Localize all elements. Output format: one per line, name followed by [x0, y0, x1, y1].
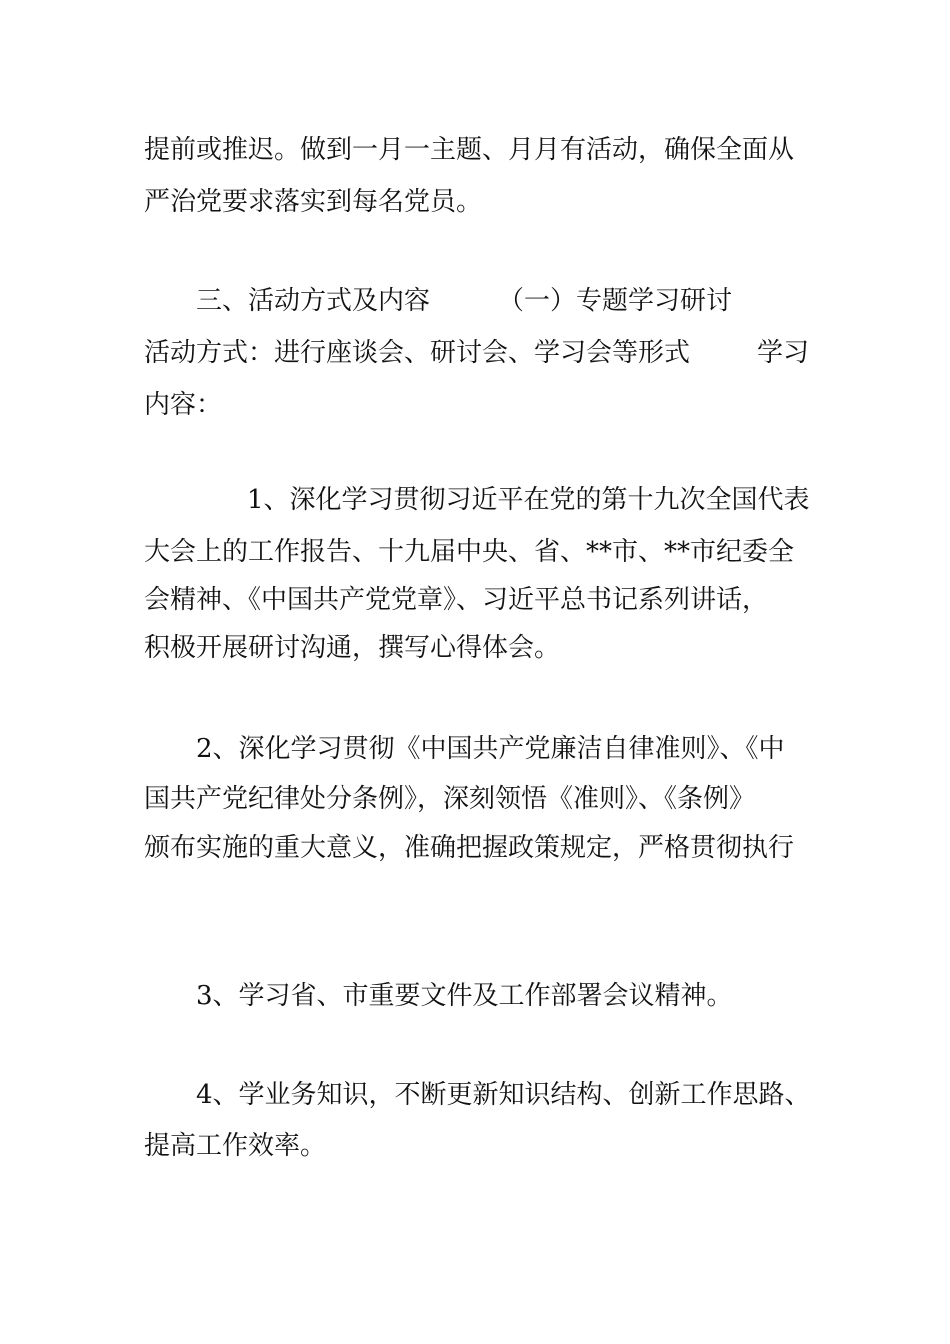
- item-2-line: 颁布实施的重大意义，准确把握政策规定，严格贯彻执行: [144, 833, 795, 863]
- item-2-line: 国共产党纪律处分条例》，深刻领悟《准则》、《条例》: [144, 784, 756, 814]
- item-4-line: 4、学业务知识，不断更新知识结构、创新工作思路、: [196, 1080, 811, 1110]
- item-1-line: 大会上的工作报告、十九届中央、省、**市、**市纪委全: [144, 537, 795, 567]
- item-4-line: 提高工作效率。: [144, 1131, 327, 1161]
- item-1-line: 1、深化学习贯彻习近平在党的第十九次全国代表: [247, 485, 810, 515]
- paragraph-line: 提前或推迟。做到一月一主题、月月有活动，确保全面从: [144, 135, 795, 165]
- study-label: 学习: [756, 338, 809, 368]
- method-line: [144, 335, 809, 371]
- section-heading-line: [196, 283, 861, 319]
- item-2-line: 2、深化学习贯彻《中国共产党廉洁自律准则》、《中: [196, 734, 785, 764]
- item-3-line: 3、学习省、市重要文件及工作部署会议精神。: [196, 981, 733, 1011]
- item-1-line: 会精神、《中国共产党党章》、习近平总书记系列讲话，: [144, 585, 769, 615]
- section-heading: 三、活动方式及内容: [196, 286, 431, 316]
- content-label: 内容：: [144, 390, 223, 420]
- item-1-line: 积极开展研讨沟通，撰写心得体会。: [144, 633, 561, 663]
- paragraph-line: 严治党要求落实到每名党员。: [144, 187, 483, 217]
- subsection-heading: （一）专题学习研讨: [498, 286, 733, 316]
- activity-method-text: 活动方式：进行座谈会、研讨会、学习会等形式: [144, 338, 691, 368]
